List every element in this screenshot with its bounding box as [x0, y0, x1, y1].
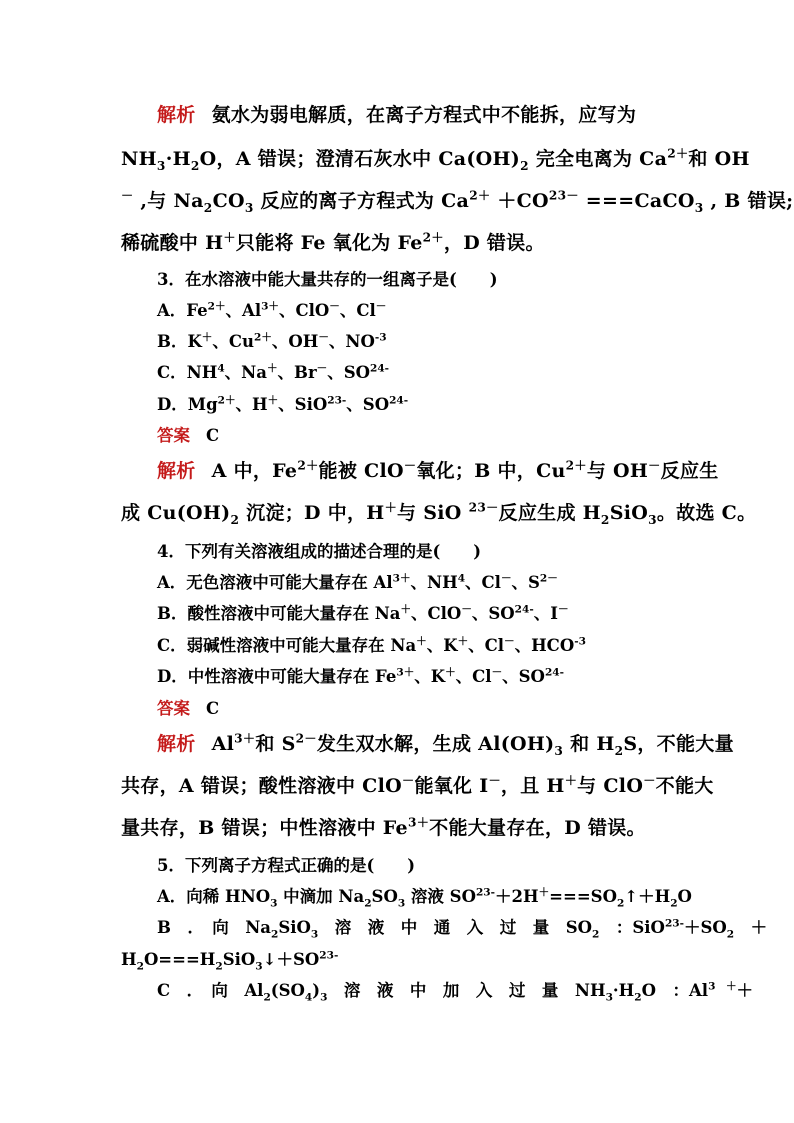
superscript: 23－ [548, 188, 579, 203]
text-run: B．K [157, 332, 202, 351]
subscript: 2 [616, 897, 625, 910]
text-run: C．弱碱性溶液中可能大量存在 Na [157, 636, 417, 655]
superscript: 4 [217, 362, 225, 375]
analysis-label: 解析 [157, 460, 196, 482]
text-run: SiO [609, 502, 649, 524]
text-run: 、Cl [468, 636, 505, 655]
text-run: 、SiO [278, 395, 328, 414]
superscript: － [375, 300, 387, 313]
text-run: 、SO [346, 395, 390, 414]
text-line-23 [157, 883, 794, 910]
text-run: 、Na [224, 363, 267, 382]
answer-label: 答案 [157, 426, 190, 445]
text-line-6 [157, 297, 794, 321]
superscript: 2－ [539, 572, 558, 585]
superscript: － [488, 773, 501, 788]
text-run: NH [121, 148, 157, 170]
text-run: ＋ [736, 981, 753, 1000]
superscript: 3＋ [407, 815, 430, 830]
superscript: 2＋ [469, 188, 491, 203]
superscript: － [500, 572, 512, 585]
text-run: ，且 H [500, 775, 565, 797]
superscript: ＋ [416, 635, 427, 648]
superscript: 23－ [468, 500, 499, 515]
text-line-7 [157, 328, 794, 352]
subscript: 3 [397, 897, 406, 910]
superscript: 24- [389, 394, 409, 407]
text-line-20 [121, 771, 794, 798]
superscript: 2＋ [254, 331, 272, 344]
text-run: ：SiO [599, 918, 665, 937]
text-run: 、SO [327, 363, 370, 382]
text-run: 5．下列离子方程式正确的是( ) [157, 856, 416, 875]
text-run: 、NO [328, 332, 375, 351]
text-run: C ． 向 Al [157, 981, 264, 1000]
text-run: 只能将 Fe 氧化为 Fe [235, 232, 423, 254]
text-run: SO [371, 887, 398, 906]
text-run: C [206, 699, 220, 718]
superscript: 3＋ [234, 731, 256, 746]
subscript: 3 [310, 928, 319, 941]
superscript: － [401, 773, 415, 788]
text-line-1 [157, 100, 794, 127]
text-line-9 [157, 391, 794, 415]
superscript: － [403, 458, 417, 473]
text-line-21 [121, 813, 794, 840]
text-run: 沉淀；D 中，H [239, 502, 385, 524]
subscript: 2 [263, 991, 271, 1004]
text-run: 量共存，B 错误；中性溶液中 Fe [121, 817, 408, 839]
subscript: 3 [554, 743, 564, 758]
text-run: 与 SiO [397, 502, 469, 524]
text-run: 中滴加 Na [277, 887, 365, 906]
superscript: ＋ [201, 331, 213, 344]
text-run: 成 Cu(OH) [121, 502, 231, 524]
text-line-22 [157, 852, 794, 876]
superscript: 23- [475, 886, 496, 899]
superscript: 2－ [295, 731, 317, 746]
superscript: -3 [574, 635, 586, 648]
superscript: 23- [327, 394, 347, 407]
text-run: 溶 液 中 通 入 过 量 SO [318, 918, 593, 937]
superscript: 3＋ [396, 666, 415, 679]
text-run: ↓＋SO [262, 950, 320, 969]
text-run: 、Cu [212, 332, 254, 351]
text-run: CO [212, 190, 245, 212]
text-run: 、Cl [455, 667, 492, 686]
text-run: A．Fe [157, 301, 208, 320]
superscript: 2＋ [565, 458, 587, 473]
superscript: 2＋ [667, 146, 689, 161]
text-line-11 [157, 456, 794, 483]
subscript: 2 [634, 991, 642, 1004]
superscript: 23- [664, 917, 684, 930]
text-run: 、I [533, 604, 558, 623]
text-run: 、SO [471, 604, 515, 623]
superscript: ＋ [538, 886, 550, 899]
text-line-25 [121, 946, 794, 973]
superscript: 2＋ [207, 300, 226, 313]
superscript: ＋ [564, 773, 578, 788]
text-run: 反应的离子方程式为 Ca [253, 190, 470, 212]
text-run: 氧化；B 中，Cu [416, 460, 566, 482]
subscript: 2 [136, 960, 144, 973]
text-run: A．无色溶液中可能大量存在 Al [157, 573, 393, 592]
text-run: 共存，A 错误；酸性溶液中 ClO [121, 775, 402, 797]
text-run: ＋SO [684, 918, 727, 937]
text-run: ＋CO [490, 190, 549, 212]
superscript: － [329, 300, 340, 313]
superscript: 24- [544, 666, 564, 679]
superscript: － [491, 666, 503, 679]
text-line-26 [157, 977, 794, 1004]
text-line-12 [121, 498, 794, 525]
text-run: D．Mg [157, 395, 218, 414]
subscript: 2 [614, 743, 624, 758]
text-line-16 [157, 632, 794, 656]
text-run: 、K [426, 636, 458, 655]
text-run: 反应生 [660, 460, 719, 482]
text-run: SiO [278, 918, 311, 937]
superscript: ＋ [266, 362, 278, 375]
text-run: 、S [511, 573, 540, 592]
superscript: 24- [370, 362, 390, 375]
superscript: － [557, 603, 569, 616]
subscript: 3 [648, 512, 657, 527]
superscript: 3 ＋ [708, 980, 737, 993]
text-run: 、Cl [339, 301, 376, 320]
text-run: ＋ [734, 918, 768, 937]
subscript: 2 [592, 928, 600, 941]
text-line-13 [157, 538, 794, 562]
text-line-15 [157, 600, 794, 624]
text-run: SiO [222, 950, 256, 969]
text-run: H [121, 950, 137, 969]
superscript: ＋ [457, 635, 469, 648]
text-run: O，A 错误；澄清石灰水中 Ca(OH) [199, 148, 521, 170]
superscript: － [121, 188, 134, 203]
text-line-2 [121, 144, 794, 171]
text-line-17 [157, 663, 794, 687]
text-run: ) [312, 981, 321, 1000]
text-run: 能氧化 I [414, 775, 489, 797]
text-run: 、Al [225, 301, 262, 320]
superscript: 2＋ [297, 458, 319, 473]
superscript: 24- [514, 603, 534, 616]
text-run: 、ClO [278, 301, 330, 320]
text-run: 完全电离为 Ca [528, 148, 668, 170]
text-run: B．酸性溶液中可能大量存在 Na [157, 604, 401, 623]
superscript: － [461, 603, 472, 616]
text-run: O ：Al [641, 981, 709, 1000]
subscript: 2 [726, 928, 735, 941]
text-line-4 [121, 228, 794, 255]
superscript: 3＋ [261, 300, 279, 313]
superscript: 23- [319, 949, 339, 962]
text-line-14 [157, 569, 794, 593]
text-run: 溶 液 中 加 入 过 量 NH [327, 981, 606, 1000]
superscript: ＋ [223, 230, 236, 245]
text-line-19 [157, 729, 794, 756]
text-run: 、NH [410, 573, 458, 592]
subscript: 2 [230, 512, 240, 527]
text-line-3 [121, 186, 794, 213]
subscript: 2 [520, 158, 529, 173]
text-run: Al [211, 733, 235, 755]
text-run: 与 ClO [577, 775, 644, 797]
subscript: 3 [320, 991, 328, 1004]
subscript: 4 [304, 991, 313, 1004]
superscript: 3＋ [392, 572, 411, 585]
subscript: 2 [203, 200, 213, 215]
text-run: 、HCO [514, 636, 575, 655]
text-run: ===SO [549, 887, 617, 906]
text-run: B ． 向 Na [157, 918, 271, 937]
subscript: 2 [670, 897, 678, 910]
text-run: ===CaCO [578, 190, 695, 212]
subscript: 2 [190, 158, 200, 173]
text-line-10 [157, 422, 794, 446]
subscript: 3 [156, 158, 166, 173]
text-run: 不能大量存在，D 错误。 [429, 817, 646, 839]
text-run: D．中性溶液中可能大量存在 Fe [157, 667, 397, 686]
superscript: － [318, 331, 329, 344]
text-run: ↑＋H [624, 887, 671, 906]
text-run: C．NH [157, 363, 218, 382]
text-run: 。故选 C。 [656, 502, 757, 524]
subscript: 2 [600, 512, 610, 527]
text-run: (SO [270, 981, 305, 1000]
text-run: 、OH [271, 332, 319, 351]
text-run: A 中，Fe [211, 460, 298, 482]
analysis-label: 解析 [157, 104, 196, 126]
subscript: 2 [270, 928, 279, 941]
text-run: 稀硫酸中 H [121, 232, 224, 254]
superscript: ＋ [445, 666, 456, 679]
text-run: 、SO [502, 667, 545, 686]
superscript: － [504, 635, 515, 648]
superscript: － [316, 362, 328, 375]
subscript: 3 [255, 960, 263, 973]
text-run: 能被 ClO [318, 460, 404, 482]
text-run: C [206, 426, 220, 445]
subscript: 2 [364, 897, 372, 910]
superscript: － [648, 458, 661, 473]
text-run: ·H [612, 981, 635, 1000]
text-run: 和 S [255, 733, 296, 755]
subscript: 2 [215, 960, 223, 973]
text-run: 3．在水溶液中能大量共存的一组离子是( ) [157, 270, 498, 289]
text-run: 、K [414, 667, 446, 686]
text-run: 、H [235, 395, 268, 414]
text-run: 和 H [563, 733, 615, 755]
subscript: 3 [244, 200, 254, 215]
superscript: ＋ [400, 603, 412, 616]
text-run: ＋2H [495, 887, 539, 906]
text-run: 氨水为弱电解质，在离子方程式中不能拆，应写为 [211, 104, 637, 126]
text-run: 不能大 [655, 775, 714, 797]
text-line-24 [157, 914, 794, 941]
text-line-8 [157, 359, 794, 383]
text-run: ·H [165, 148, 191, 170]
text-run: 溶液 SO [405, 887, 476, 906]
text-run: 4．下列有关溶液组成的描述合理的是( ) [157, 542, 482, 561]
text-run: 与 OH [586, 460, 649, 482]
superscript: 2＋ [422, 230, 444, 245]
analysis-label: 解析 [157, 733, 196, 755]
superscript: -3 [374, 331, 387, 344]
superscript: 2＋ [217, 394, 236, 407]
superscript: 4 [457, 572, 466, 585]
superscript: － [643, 773, 656, 788]
text-run: 、ClO [411, 604, 462, 623]
subscript: 3 [605, 991, 613, 1004]
superscript: ＋ [267, 394, 279, 407]
text-line-5 [157, 266, 794, 290]
text-line-18 [157, 695, 794, 719]
text-run: S，不能大量 [623, 733, 734, 755]
superscript: ＋ [384, 500, 398, 515]
text-run: ,与 Na [133, 190, 204, 212]
text-run: O===H [143, 950, 216, 969]
text-run: 、Cl [465, 573, 501, 592]
answer-label: 答案 [157, 699, 190, 718]
text-run: 发生双水解，生成 Al(OH) [316, 733, 555, 755]
subscript: 3 [270, 897, 278, 910]
text-run: A．向稀 HNO [157, 887, 271, 906]
text-run: 、Br [277, 363, 317, 382]
text-run: O [677, 887, 692, 906]
text-run: , B 错误; [703, 190, 794, 212]
text-run: 反应生成 H [498, 502, 601, 524]
subscript: 3 [694, 200, 704, 215]
text-run: 和 OH [688, 148, 750, 170]
text-run: ，D 错误。 [443, 232, 545, 254]
